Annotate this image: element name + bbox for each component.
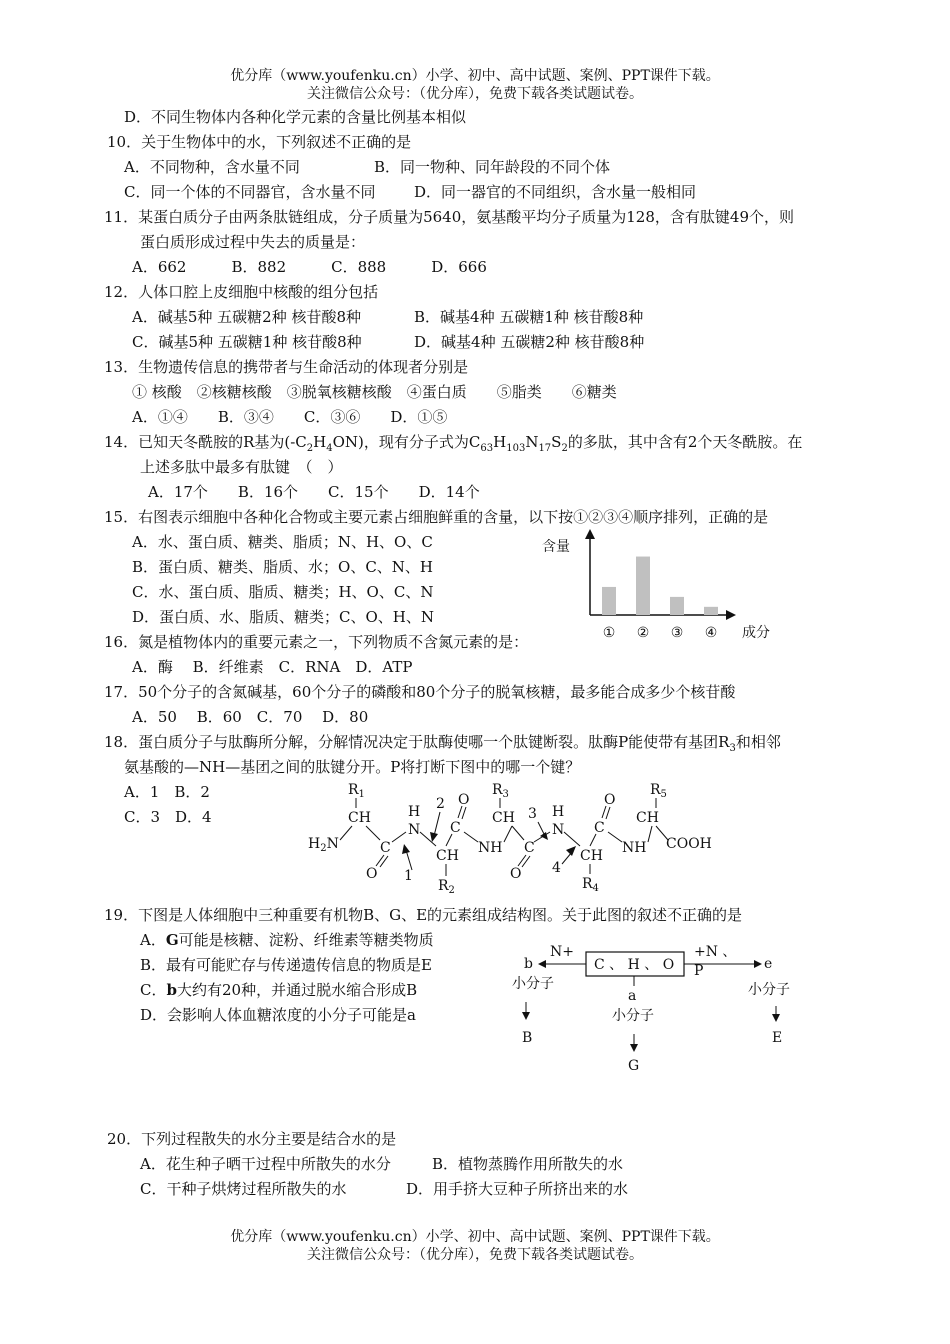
svg-text:R2: $R_2$ (438, 878, 455, 895)
q12-option-b: B．碱基4种 五碳糖1种 核苷酸8种 (414, 308, 644, 326)
q10-option-d: D．同一器官的不同组织，含水量一般相同 (414, 183, 697, 201)
svg-text:小分子: 小分子 (512, 976, 554, 992)
chart-tick-label-4: ④ (704, 625, 718, 641)
q12-stem: 12．人体口腔上皮细胞中核酸的组分包括 (104, 283, 379, 301)
svg-text:e: e (764, 956, 773, 972)
q11-stem-line2: 蛋白质形成过程中失去的质量是： (140, 233, 366, 251)
svg-text:+N 、: +N 、 (694, 944, 737, 960)
svg-text:O: O (604, 792, 616, 808)
q20-option-c: C．干种子烘烤过程所散失的水 (140, 1180, 347, 1198)
svg-text:C: C (594, 820, 605, 836)
q18-stem-line2: 氨基酸的—NH—基团之间的肽键分开。P将打断下图中的哪一个键？ (124, 758, 581, 776)
q13-options: A．①④ B．③④ C．③⑥ D．①⑤ (132, 408, 448, 426)
svg-text:NH: NH (478, 840, 503, 856)
svg-text:C 、 H 、 O: C 、 H 、 O (594, 957, 675, 973)
svg-text:CH: CH (580, 848, 603, 864)
svg-text:H2N: $H_2N$ (308, 836, 339, 854)
svg-text:B: B (522, 1030, 533, 1046)
q20-option-a: A．花生种子晒干过程中所散失的水分 (140, 1155, 391, 1173)
svg-text:O: O (510, 866, 522, 882)
chart-xlabel: 成分 (742, 625, 770, 641)
chart-y-axis-arrow (585, 529, 595, 539)
q20-option-d: D．用手挤大豆种子所挤出来的水 (406, 1180, 629, 1198)
svg-text:C: C (450, 820, 461, 836)
svg-text:a: a (628, 988, 637, 1004)
q11-options: A．662 B．882 C．888 D．666 (132, 258, 487, 276)
chart-tick-label-1: ① (602, 625, 616, 641)
q18-peptide-diagram (300, 780, 730, 895)
svg-text:R4: $R_4$ (582, 876, 599, 894)
svg-text:R5: $R_5$ (650, 782, 667, 800)
page-header-line1: 优分库（www.youfenku.cn）小学、初中、高中试题、案例、PPT课件下载。 (230, 68, 720, 84)
svg-text:CH: CH (436, 848, 459, 864)
chart-tick-label-2: ② (636, 625, 650, 641)
svg-text:N: N (552, 822, 565, 838)
q19-stem: 19．下图是人体细胞中三种重要有机物B、G、E的元素组成结构图。关于此图的叙述不正确的是 (104, 906, 743, 924)
svg-text:COOH: COOH (666, 836, 712, 852)
q14-stem-line2: 上述多肽中最多有肽键 （ ） (140, 458, 343, 476)
svg-text:C: C (524, 840, 535, 856)
q10-option-b: B．同一物种、同年龄段的不同个体 (374, 158, 611, 176)
chart-x-axis-arrow (726, 610, 736, 620)
q12-option-c: C．碱基5种 五碳糖1种 核苷酸8种 (132, 333, 362, 351)
q16-options: A．酶 B．纤维素 C．RNA D．ATP (132, 658, 413, 676)
svg-text:R1: $R_1$ (348, 782, 365, 800)
svg-text:H: H (408, 804, 421, 820)
svg-text:N+: N+ (550, 944, 574, 960)
svg-text:小分子: 小分子 (748, 982, 790, 998)
q12-option-d: D．碱基4种 五碳糖2种 核苷酸8种 (414, 333, 645, 351)
q19-element-diagram (500, 938, 810, 1073)
svg-text:N: N (408, 822, 421, 838)
q16-stem: 16．氮是植物体内的重要元素之一，下列物质不含氮元素的是： (104, 633, 529, 651)
svg-text:O: O (458, 792, 470, 808)
svg-text:P: P (694, 963, 704, 979)
page-footer-line2: 关注微信公众号：（优分库），免费下载各类试题试卷。 (307, 1247, 643, 1263)
q13-stem: 13．生物遗传信息的携带者与生命活动的体现者分别是 (104, 358, 469, 376)
page-header-line2: 关注微信公众号：（优分库），免费下载各类试题试卷。 (307, 86, 643, 102)
svg-text:3: 3 (528, 806, 537, 822)
q15-option-b: B．蛋白质、糖类、脂质、水；O、C、N、H (132, 558, 434, 576)
q14-stem-line1: 14．已知天冬酰胺的R基为$(-C_2H_4ON)$，现有分子式为$C_{63}H_{103}N_{17}S_2$的多肽，其中含有2个天冬酰胺。在 (104, 433, 803, 454)
q18-options-ab: A．1 B．2 (124, 783, 210, 801)
q11-stem-line1: 11．某蛋白质分子由两条肽链组成，分子质量为5640，氨基酸平均分子质量为128，含有肽键49个，则 (104, 208, 794, 226)
svg-text:b: b (524, 956, 533, 972)
q18-options-cd: C．3 D．4 (124, 808, 212, 826)
svg-text:NH: NH (622, 840, 647, 856)
svg-text:2: 2 (436, 796, 445, 812)
q12-option-a: A．碱基5种 五碳糖2种 核苷酸8种 (132, 308, 362, 326)
svg-text:4: 4 (552, 860, 561, 876)
q15-bar-chart (530, 525, 790, 650)
svg-text:CH: CH (636, 810, 659, 826)
q15-option-a: A．水、蛋白质、糖类、脂质；N、H、O、C (132, 533, 433, 551)
svg-text:G: G (628, 1058, 640, 1073)
chart-tick-label-3: ③ (670, 625, 684, 641)
q19-option-c: C．b大约有20种，并通过脱水缩合形成B (140, 981, 418, 999)
q19-option-d: D．会影响人体血糖浓度的小分子可能是a (140, 1006, 416, 1024)
q17-stem: 17．50个分子的含氮碱基，60个分子的磷酸和80个分子的脱氧核糖，最多能合成多少个核苷酸 (104, 683, 736, 701)
chart-bar-1 (602, 587, 616, 615)
q19-option-a: A．G可能是核糖、淀粉、纤维素等糖类物质 (140, 931, 434, 949)
q20-stem: 20．下列过程散失的水分主要是结合水的是 (107, 1130, 397, 1148)
svg-text:O: O (366, 866, 378, 882)
svg-text:E: E (772, 1030, 783, 1046)
q18-stem-line1: 18．蛋白质分子与肽酶所分解，分解情况决定于肽酶使哪一个肽键断裂。肽酶P能使带有基团$R_3$和相邻 (104, 733, 781, 754)
q15-option-c: C．水、蛋白质、脂质、糖类；H、O、C、N (132, 583, 434, 601)
q17-options: A．50 B．60 C．70 D．80 (132, 708, 369, 726)
q19-option-b: B．最有可能贮存与传递遗传信息的物质是E (140, 956, 432, 974)
chart-ylabel: 含量 (542, 539, 570, 555)
svg-text:R3: $R_3$ (492, 782, 509, 800)
q20-option-b: B．植物蒸腾作用所散失的水 (432, 1155, 624, 1173)
q14-options: A．17个 B．16个 C．15个 D．14个 (148, 483, 480, 501)
svg-text:CH: CH (348, 810, 371, 826)
q10-option-a: A．不同物种，含水量不同 (124, 158, 300, 176)
svg-text:小分子: 小分子 (612, 1008, 654, 1024)
q10-stem: 10．关于生物体中的水，下列叙述不正确的是 (107, 133, 412, 151)
q15-stem: 15．右图表示细胞中各种化合物或主要元素占细胞鲜重的含量，以下按①②③④顺序排列，正确的是 (104, 508, 769, 526)
q9-option-d: D．不同生物体内各种化学元素的含量比例基本相似 (124, 108, 467, 126)
svg-text:H: H (552, 804, 565, 820)
svg-text:CH: CH (492, 810, 515, 826)
q15-option-d: D．蛋白质、水、脂质、糖类；C、O、H、N (132, 608, 435, 626)
page-footer-line1: 优分库（www.youfenku.cn）小学、初中、高中试题、案例、PPT课件下载。 (230, 1229, 720, 1245)
chart-bar-2 (636, 557, 650, 615)
chart-bar-3 (670, 597, 684, 615)
svg-text:C: C (380, 840, 391, 856)
svg-text:1: 1 (404, 868, 413, 884)
q10-option-c: C．同一个体的不同器官，含水量不同 (124, 183, 376, 201)
chart-bar-4 (704, 607, 718, 615)
q13-items: ① 核酸 ②核糖核酸 ③脱氧核糖核酸 ④蛋白质 ⑤脂类 ⑥糖类 (132, 383, 617, 401)
